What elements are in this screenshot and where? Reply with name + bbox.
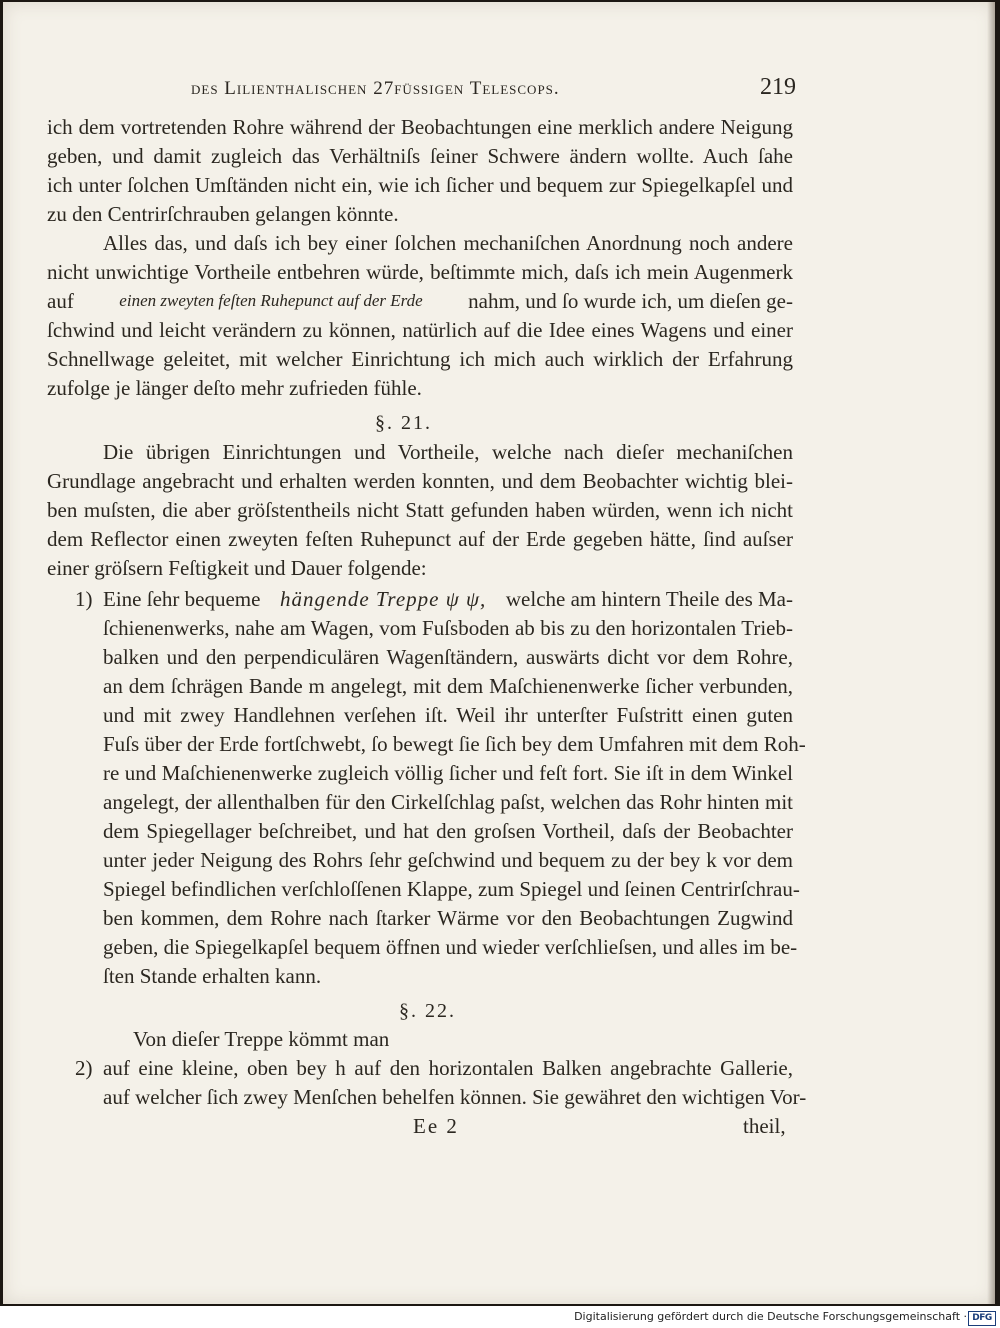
section-heading: §. 22.	[399, 1000, 456, 1022]
text-line: Schnellwage geleitet, mit welcher Einrichtung ich mich auch wirklich der Erfahrung	[47, 347, 793, 371]
text-line: unter jeder Neigung des Rohrs ſehr geſchwind und bequem zu der bey k vor dem	[103, 848, 793, 872]
section-heading: §. 21.	[375, 412, 432, 434]
text-line: auf eine kleine, oben bey h auf den horizontalen Balken angebrachte Gallerie,	[103, 1056, 793, 1080]
text-run: nahm, und ſo wurde ich, um dieſen ge-	[468, 289, 793, 313]
text-line: ben kommen, dem Rohre nach ſtarker Wärme vor den Beobachtungen Zugwind	[103, 906, 793, 930]
text-line: angelegt, der allenthalben für den Cirkelſchlag paſst, welchen das Rohr hinten mit	[103, 790, 793, 814]
text-line: Fuſs über der Erde fortſchwebt, ſo bewegt ſie ſich bey dem Umfahren mit dem Roh-	[103, 732, 806, 756]
text-line: ſchienenwerks, nahe am Wagen, vom Fuſsboden ab bis zu den horizontalen Trieb-	[103, 616, 793, 640]
book-page	[3, 2, 995, 1304]
text-line: nicht unwichtige Vortheile entbehren würde, beſtimmte mich, daſs ich mein Augenmerk	[47, 260, 793, 284]
text-run: welche am hintern Theile des Ma-	[505, 587, 793, 611]
text-line: re und Maſchienenwerke zugleich völlig ſicher und feſt fort. Sie iſt in dem Winkel	[103, 761, 793, 785]
funding-credit: Digitalisierung gefördert durch die Deutsche Forschungsgemeinschaft ·	[574, 1310, 967, 1323]
running-head	[191, 74, 796, 104]
dfg-logo-icon: DFG	[968, 1311, 996, 1326]
list-number: 1)	[75, 587, 93, 611]
text-line: zu den Centrirſchrauben gelangen könnte.	[47, 202, 399, 226]
text-line: ich dem vortretenden Rohre während der Beobachtungen eine merklich andere Neigung	[47, 115, 793, 139]
text-line: und mit zwey Handlehnen verſehen iſt. Weil ihr unterſter Fuſstritt einen guten	[103, 703, 793, 727]
text-line: zufolge je länger deſto mehr zufrieden fühle.	[47, 376, 422, 400]
text-line	[103, 585, 793, 613]
emphasis-text: hängende Treppe ψ ψ,	[280, 587, 487, 611]
text-line: Die übrigen Einrichtungen und Vortheile, welche nach dieſer mechaniſchen	[103, 440, 793, 464]
text-run: auf	[47, 289, 74, 313]
text-line: ben muſsten, die aber gröſstentheils nicht Statt gefunden haben würden, wenn ich nicht	[47, 498, 793, 522]
text-line: geben, und damit zugleich das Verhältniſs ſeiner Schwere ändern wollte. Auch ſahe	[47, 144, 793, 168]
text-line: ſten Stande erhalten kann.	[103, 964, 322, 988]
text-line: balken und den perpendiculären Wagenſtändern, auswärts dicht vor dem Rohre,	[103, 645, 793, 669]
text-line: an dem ſchrägen Bande m angelegt, mit dem Maſchienenwerke ſicher verbunden,	[103, 674, 793, 698]
text-line: dem Spiegellager beſchreibet, und hat den groſsen Vortheil, daſs der Beobachter	[103, 819, 793, 843]
running-title: des Lilienthalischen 27füssigen Telescops.	[191, 78, 560, 99]
catchword: theil,	[743, 1114, 786, 1138]
page-number: 219	[760, 74, 796, 100]
text-line	[47, 287, 793, 315]
text-line: Von dieſer Treppe kömmt man	[133, 1027, 390, 1051]
text-line: Spiegel befindlichen verſchloſſenen Klappe, zum Spiegel und ſeinen Centrirſchrau-	[103, 877, 800, 901]
text-line: Grundlage angebracht und erhalten werden konnten, und dem Beobachter wichtig blei-	[47, 469, 793, 493]
signature-mark: Ee 2	[413, 1114, 459, 1138]
emphasis-text: einen zweyten feſten Ruhepunct auf der Erde	[119, 291, 423, 310]
footer-bar	[0, 1306, 1000, 1328]
text-line: Alles das, und daſs ich bey einer ſolchen mechaniſchen Anordnung noch andere	[103, 231, 793, 255]
list-number: 2)	[75, 1056, 93, 1080]
text-run: Eine ſehr bequeme	[103, 587, 261, 611]
text-line: ſchwind und leicht verändern zu können, natürlich auf die Idee eines Wagens und einer	[47, 318, 793, 342]
text-line: dem Reflector einen zweyten feſten Ruhepunct auf der Erde gegeben hätte, ſind auſser	[47, 527, 793, 551]
text-line: ich unter ſolchen Umſtänden nicht ein, wie ich ſicher und bequem zur Spiegelkapſel und	[47, 173, 793, 197]
text-line: auf welcher ſich zwey Menſchen behelfen können. Sie gewähret den wichtigen Vor-	[103, 1085, 807, 1109]
text-line: geben, die Spiegelkapſel bequem öffnen und wieder verſchlieſsen, und alles im be-	[103, 935, 798, 959]
text-line: einer gröſsern Feſtigkeit und Dauer folgende:	[47, 556, 427, 580]
